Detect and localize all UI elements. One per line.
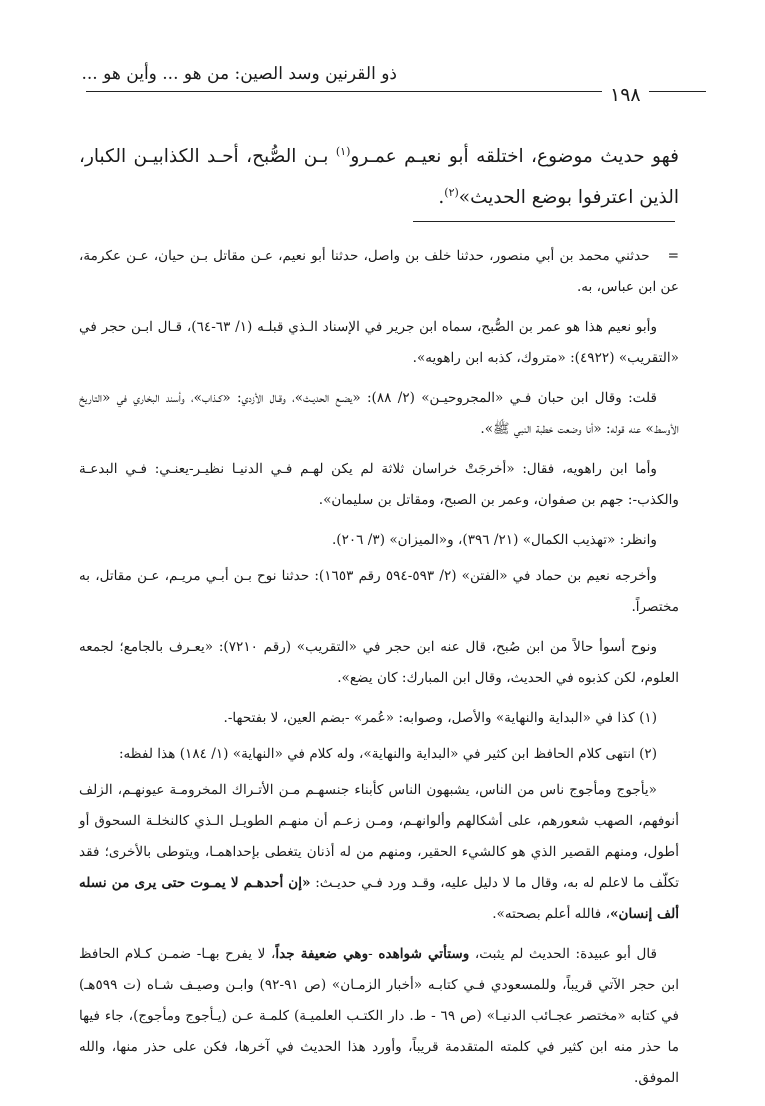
main-text-part1: فهو حديث موضوع، اختلقه أبو نعيـم عمـرو bbox=[350, 146, 679, 168]
footnote-paragraph: قلت: وقال ابن حبان فـي «المجروحيـن» (٢/ ٨٨): «يضـع الحديـث»، وقـال الأزدي: «كـذاب»، وأسند البخاري في «التاريخ الأوسط» عنه قوله: «أنا وضعت خطبة النبي ﷺ». bbox=[79, 390, 679, 437]
footnote-ref-1[interactable]: (١) bbox=[335, 145, 351, 158]
page-number: ١٩٨ bbox=[602, 86, 649, 105]
footnote-paragraph: وأبو نعيم هذا هو عمر بن الصُّبح، سماه ابن جرير في الإسناد الـذي قبلـه (١/ ٦٣-٦٤)، قـال ابـن حجر في «التقريب» (٤٩٢٢): «متروك، كذبه ابن راهويه». bbox=[79, 319, 679, 366]
footnote-paragraph: وأما ابن راهويه، فقال: «أخرجَتْ خراسان ثلاثة لم يكن لهـم فـي الدنيـا نظيـر-يعنـي: فـي البدعـة والكذب-: جهم بن صفوان، وعمر بن الصبح، ومقاتل بن سليمان». bbox=[79, 461, 679, 508]
footnote-ref-2[interactable]: (٢) bbox=[444, 186, 459, 200]
commentary-text: قال أبو عبيدة: الحديث لم يثبت، bbox=[469, 946, 657, 962]
footnote-1: (١) كذا في «البداية والنهاية» والأصل، وصوابه: «عُمر» -بضم العين، لا بفتحها-. bbox=[223, 710, 657, 726]
commentary-bold-2: وهي ضعيفة جداً bbox=[275, 946, 369, 962]
footnote-paragraph: وأخرجه نعيم بن حماد في «الفتن» (٢/ ٥٩٣-٥٩٤ رقم ١٦٥٣): حدثنا نوح بـن أبـي مريـم، عـن مقاتل، به مختصراً. bbox=[79, 568, 679, 615]
continuation-mark: = bbox=[667, 248, 679, 264]
quote-text: «يأجوج ومأجوج ناس من الناس، يشبهون الناس كأبناء جنسهـم مـن الأتـراك المخرومـة عيونهـم، الزلف أنوفهم، الصهب شعورهم، على أشكالهم وألوانهـم، ومـن زعـم أن منهـم الطويـل الـذي كالنخلـة السحوق أو أطول، ومنهم القصير الذي هو كالشيء الحقير، ومنهم من له أذنان يتغطى بإحداهمـا، ويتوطى بالأخرى؛ فقد تكلّف ما لاعلم له به، وقال ما لا دليل عليه، وقـد ورد فـي حديـث: bbox=[79, 782, 679, 891]
footnote-2-intro: (٢) انتهى كلام الحافظ ابن كثير في «البداية والنهاية»، وله كلام في «النهاية» (١/ ١٨٤) هذا لفظه: bbox=[118, 746, 657, 762]
commentary-dash: - bbox=[368, 946, 379, 962]
footnote-paragraph: وانظر: «تهذيب الكمال» (٢١/ ٣٩٦)، و«الميزان» (٣/ ٢٠٦). bbox=[331, 532, 657, 548]
running-title: ذو القرنين وسد الصين: من هو ... وأين هو ... bbox=[81, 64, 397, 84]
footnote-2-quote bbox=[79, 775, 679, 930]
commentary-bold-1: وستأتي شواهده bbox=[378, 946, 470, 962]
quote-hadith: «إن أحدهـم لا يمـوت حتى يرى من نسله ألف إنسان» bbox=[79, 875, 679, 922]
footnote-2-commentary bbox=[79, 939, 679, 1094]
footnote-paragraph: ونوح أسوأ حالاً من ابن صُبح، قال عنه ابن حجر في «التقريب» (رقم ٧٢١٠): «يعـرف بالجامع؛ لجمعه العلوم، لكن كذبوه في الحديث، وقال ابن المبارك: كان يضع». bbox=[79, 639, 679, 686]
main-text bbox=[79, 134, 679, 216]
commentary-rest: ، لا يفرح بهـا- ضمـن كـلام الحافظ ابن حجر الآتي قريباً، وللمسعودي فـي كتابـه «أخبار الزمـان» (ص ٩١-٩٢) وابـن وصيـف شـاه (ت ٥٩٩هـ) في كتابه «مختصر عجـائب الدنيـا» (ص ٦٩ - ط. دار الكتـب العلميـة) كلمـة عـن (يـأجوج ومأجوج)، جاء فيها ما حذر منه ابن كثير في كلمته المتقدمة قريباً، وأورد هذا الحديث في آخرها، فكن على حذر منها، والله الموفق. bbox=[79, 946, 679, 1086]
quote-end: ، فالله أعلم بصحته». bbox=[492, 906, 610, 922]
footnote-text: حدثني محمد بن أبي منصور، حدثنا خلف بن واصل، حدثنا أبو نعيم، عـن مقاتل بـن حيان، عـن عكرمة، عن ابن عباس، به. bbox=[79, 248, 679, 295]
footnote-paragraph bbox=[79, 241, 679, 303]
main-text-part2: بـن الصُّبح، أحـد الكذابيـن الكبار، الذين اعترفوا بوضع الحديث» bbox=[79, 146, 679, 209]
main-text-part3: . bbox=[438, 187, 445, 209]
footnotes-section bbox=[79, 241, 679, 1103]
footnote-separator bbox=[413, 221, 675, 222]
